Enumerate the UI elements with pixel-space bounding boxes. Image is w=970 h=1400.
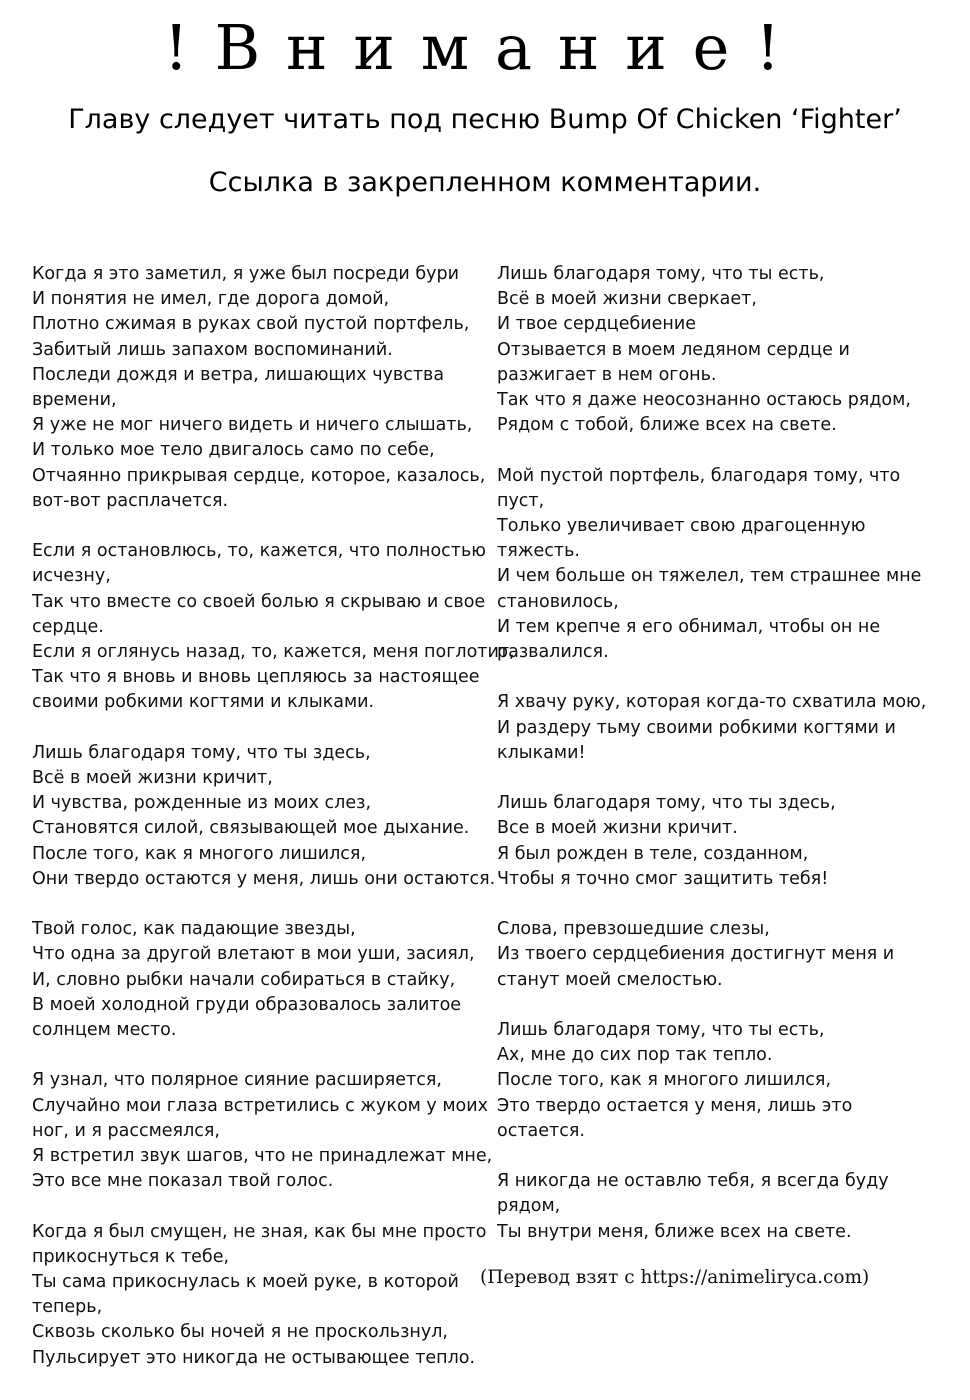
lyric-line: И, словно рыбки начали собираться в стайку, (32, 969, 456, 990)
lyric-line: сердце. (32, 616, 104, 637)
lyric-line: Я хвачу руку, которая когда-то схватила мою, (497, 692, 927, 713)
link-note: Ссылка в закрепленном комментарии. (208, 167, 762, 198)
lyric-line: разжигает в нем огонь. (497, 364, 717, 385)
lyric-line: ног, и я рассмеялся, (32, 1120, 220, 1141)
lyric-line: Из твоего сердцебиения достигнут меня и (497, 944, 895, 965)
lyric-line: Ты сама прикоснулась к моей руке, в которой (32, 1272, 459, 1293)
lyric-line: тяжесть. (497, 541, 580, 562)
lyric-line: Это твердо остается у меня, лишь это (497, 1095, 853, 1116)
lyric-line: теперь, (32, 1297, 103, 1318)
lyric-line: Только увеличивает свою драгоценную (497, 516, 866, 537)
lyric-line: Лишь благодаря тому, что ты здесь, (32, 742, 371, 763)
lyric-line: И твое сердцебиение (497, 314, 696, 335)
lyric-line: Я узнал, что полярное сияние расширяется, (32, 1070, 442, 1091)
lyrics-stanza (497, 262, 925, 438)
lyrics-stanza (32, 539, 515, 715)
lyric-line: После того, как я многого лишился, (497, 1070, 832, 1091)
lyric-line: И чем больше он тяжелел, тем страшнее мне (497, 566, 922, 587)
lyric-line: исчезну, (32, 566, 111, 587)
lyric-line: клыками! (497, 742, 586, 763)
lyric-line: Я был рожден в теле, созданном, (497, 843, 809, 864)
lyric-line: остается. (497, 1120, 585, 1141)
lyrics-stanza (497, 464, 925, 666)
lyric-line: И понятия не имел, где дорога домой, (32, 289, 390, 310)
lyric-line: После того, как я многого лишился, (32, 843, 367, 864)
lyric-line: Они твердо остаются у меня, лишь они остаются. (32, 868, 496, 889)
lyrics-stanza (497, 1018, 925, 1144)
lyric-line: Мой пустой портфель, благодаря тому, что (497, 465, 901, 486)
lyric-line: Сквозь сколько бы ночей я не проскользнул, (32, 1322, 448, 1343)
lyric-line: Отчаянно прикрывая сердце, которое, казалось, (32, 465, 486, 486)
lyric-line: Так что вместе со своей болью я скрываю и свое (32, 591, 486, 612)
lyric-line: В моей холодной груди образовалось залитое (32, 994, 462, 1015)
lyric-line: Лишь благодаря тому, что ты есть, (497, 264, 825, 284)
page-title: !Внимание! (163, 11, 807, 84)
lyric-line: Ты внутри меня, ближе всех на свете. (497, 1221, 852, 1242)
lyric-line: Так что я вновь и вновь цепляюсь за настоящее (32, 667, 480, 688)
lyric-line: Лишь благодаря тому, что ты здесь, (497, 793, 836, 814)
lyrics-stanza (497, 690, 925, 766)
lyric-line: Пульсирует это никогда не остывающее тепло. (32, 1347, 476, 1368)
lyric-line: Лишь благодаря тому, что ты есть, (497, 1020, 825, 1041)
lyrics-stanza (497, 791, 925, 892)
lyric-line: своими робкими когтями и клыками. (32, 692, 375, 713)
lyric-line: Ах, мне до сих пор так тепло. (497, 1045, 773, 1066)
lyric-line: Всё в моей жизни сверкает, (497, 289, 757, 310)
lyrics-stanza (32, 741, 496, 892)
lyric-line: Когда я был смущен, не зная, как бы мне просто (32, 1221, 487, 1242)
lyric-line: прикоснуться к тебе, (32, 1246, 230, 1267)
lyric-line: вот-вот расплачется. (32, 490, 229, 511)
lyric-line: Я уже не мог ничего видеть и ничего слышать, (32, 415, 473, 436)
lyric-line: Слова, превзошедшие слезы, (497, 919, 770, 940)
lyric-line: Становятся силой, связывающей мое дыхание. (32, 818, 470, 839)
lyrics-column-right (497, 262, 925, 1270)
lyric-line: станут моей смелостью. (497, 969, 723, 990)
lyric-line: Случайно мои глаза встретились с жуком у моих (32, 1095, 488, 1116)
lyric-line: пуст, (497, 490, 545, 511)
translation-credit: (Перевод взят с https://animeliryca.com) (480, 1267, 870, 1288)
lyric-line: времени, (32, 390, 117, 411)
lyric-line: И чувства, рожденные из моих слез, (32, 793, 372, 814)
lyric-line: Если я оглянусь назад, то, кажется, меня поглотит, (32, 642, 515, 663)
lyric-line: Плотно сжимая в руках свой пустой портфель, (32, 314, 470, 335)
lyric-line: И только мое тело двигалось само по себе, (32, 440, 435, 461)
lyrics-stanza (32, 917, 490, 1043)
lyric-line: Забитый лишь запахом воспоминаний. (32, 339, 393, 360)
lyric-line: рядом, (497, 1196, 561, 1217)
lyric-line: Рядом с тобой, ближе всех на свете. (497, 415, 837, 436)
lyric-line: Чтобы я точно смог защитить тебя! (497, 868, 829, 889)
lyric-line: Что одна за другой влетают в мои уши, засиял, (32, 944, 475, 965)
lyric-line: И раздеру тьму своими робкими когтями и (497, 717, 896, 738)
lyric-line: Если я остановлюсь, то, кажется, что полностью (32, 541, 487, 562)
lyrics-stanza (32, 262, 490, 514)
lyric-line: становилось, (497, 591, 619, 612)
lyric-line: Всё в моей жизни кричит, (32, 768, 273, 789)
lyrics-stanza (497, 917, 925, 993)
lyrics-stanza (32, 1220, 490, 1371)
lyric-line: Твой голос, как падающие звезды, (32, 919, 356, 940)
lyric-line: солнцем место. (32, 1020, 177, 1041)
lyric-line: Все в моей жизни кричит. (497, 818, 738, 839)
lyric-line: Последи дождя и ветра, лишающих чувства (32, 364, 445, 385)
lyric-line: Я встретил звук шагов, что не принадлежат мне, (32, 1146, 493, 1167)
lyric-line: Отзывается в моем ледяном сердце и (497, 339, 850, 360)
lyric-line: И тем крепче я его обнимал, чтобы он не (497, 616, 881, 637)
lyric-line: Когда я это заметил, я уже был посреди бури (32, 264, 459, 284)
lyrics-stanza (32, 1068, 493, 1194)
lyric-line: развалился. (497, 642, 609, 663)
lyrics-column-left (32, 262, 515, 1396)
lyric-line: Это все мне показал твой голос. (32, 1171, 334, 1192)
lyrics-stanza (497, 1169, 925, 1245)
lyric-line: Так что я даже неосознанно остаюсь рядом, (497, 390, 911, 411)
song-note: Главу следует читать под песню Bump Of Chicken ‘Fighter’ (68, 104, 902, 135)
lyric-line: Я никогда не оставлю тебя, я всегда буду (497, 1171, 889, 1192)
